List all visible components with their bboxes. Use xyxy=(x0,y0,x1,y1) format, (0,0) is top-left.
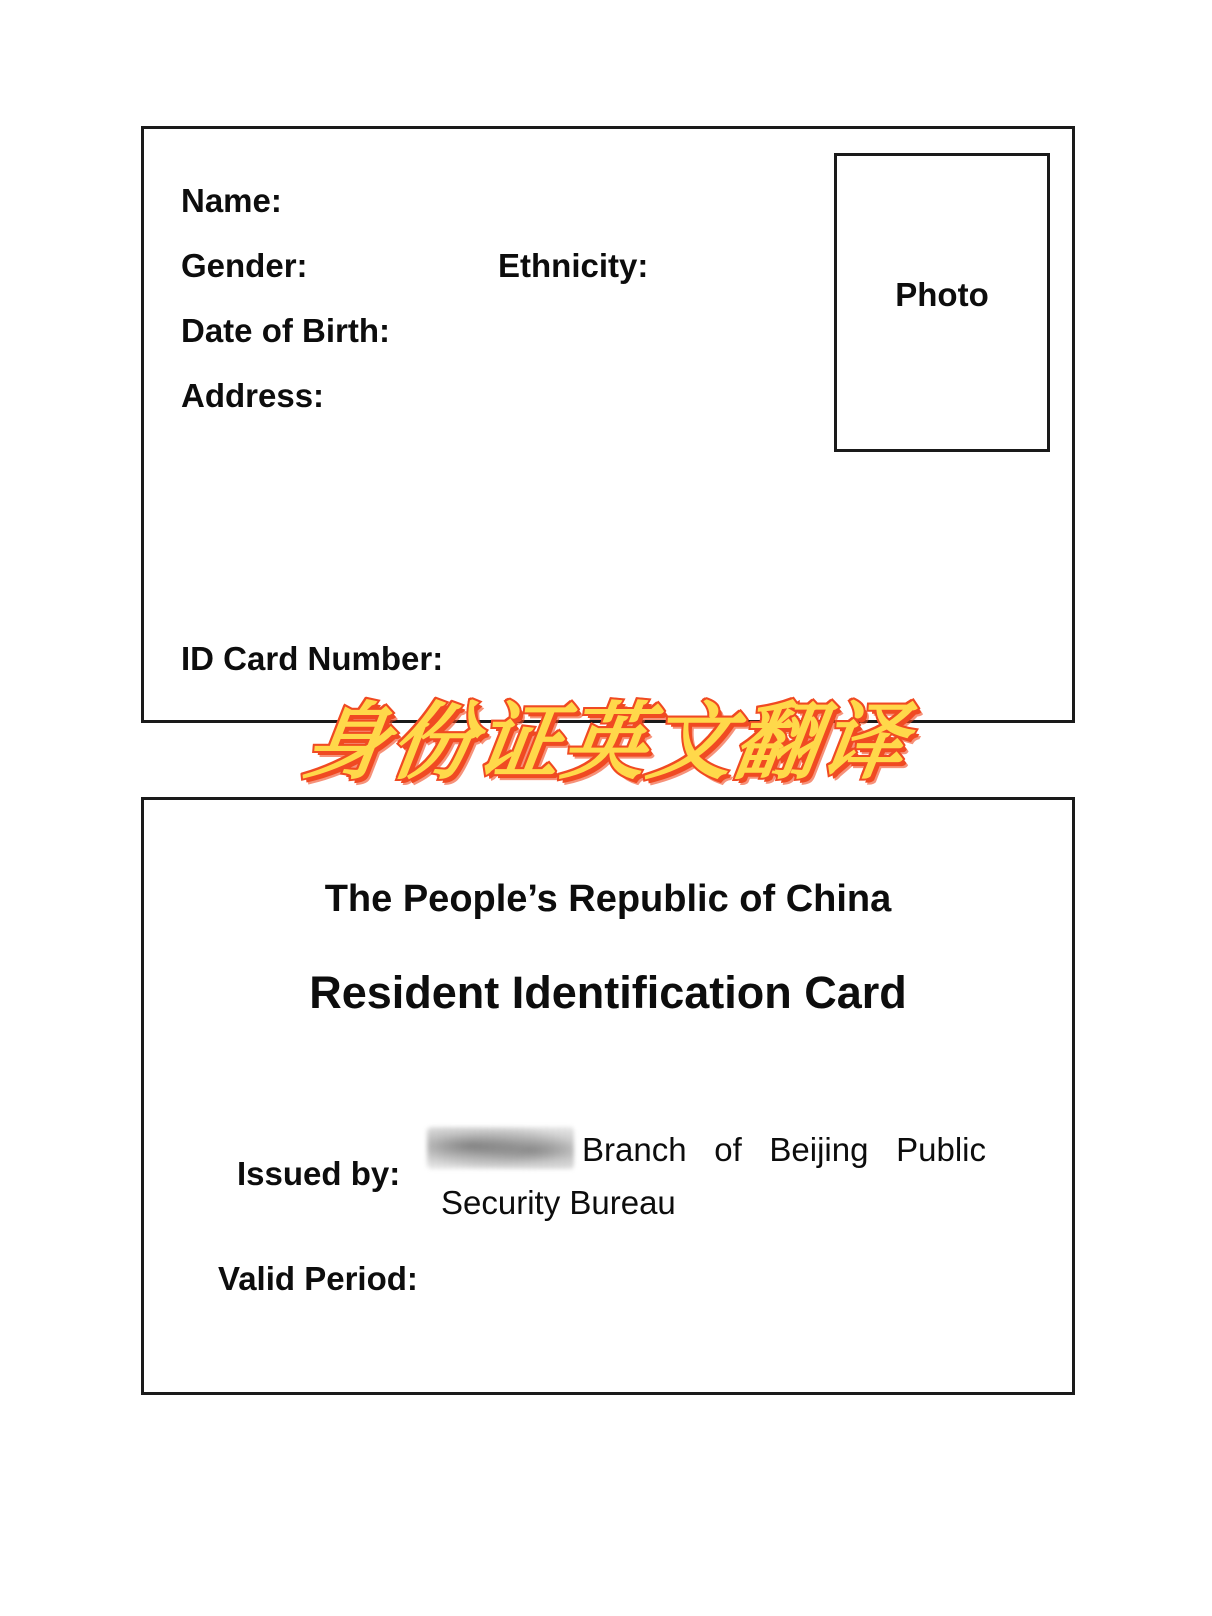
id-card-front xyxy=(141,126,1075,723)
country-title: The People’s Republic of China xyxy=(324,878,892,920)
address-label: Address: xyxy=(181,377,325,414)
watermark-title: 身份证英文翻译 xyxy=(298,693,914,791)
id-card-number-label: ID Card Number: xyxy=(181,640,444,677)
photo-placeholder xyxy=(834,153,1050,452)
valid-period-label: Valid Period: xyxy=(218,1260,418,1297)
id-card-back xyxy=(141,797,1075,1395)
ethnicity-label: Ethnicity: xyxy=(498,247,649,284)
date-of-birth-label: Date of Birth: xyxy=(181,312,390,349)
issued-by-label: Issued by: xyxy=(237,1155,401,1192)
issuer-text-line-1: Branch of Beijing Public xyxy=(582,1131,986,1168)
photo-label: Photo xyxy=(895,276,989,313)
gender-label: Gender: xyxy=(181,247,308,284)
card-title: Resident Identification Card xyxy=(309,967,907,1018)
name-label: Name: xyxy=(181,182,282,219)
redacted-area xyxy=(427,1127,574,1169)
issuer-text-line-2: Security Bureau xyxy=(441,1184,676,1221)
